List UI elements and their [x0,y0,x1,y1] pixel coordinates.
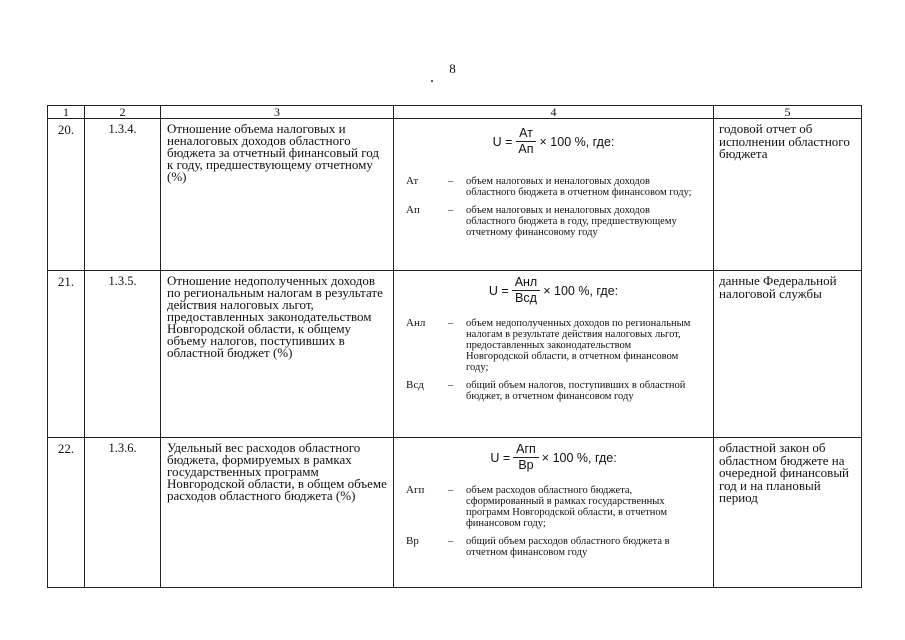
row-code: 1.3.6. [85,438,161,588]
indicator-name: Отношение недополученных доходов по региональным налогам в результате действия налоговых льгот, предоставленных законодательством Новгородской области, к общему объему налогов, поступивших в областной бюджет (%) [161,271,394,438]
data-source: годовой отчет об исполнении областного бюджета [714,119,862,271]
header-col-1: 1 [48,106,85,119]
variable-definition [394,176,713,198]
page-number: 8 [449,61,456,76]
formula-fraction [515,127,536,156]
variable-symbol: Анл [406,317,426,329]
variable-dash: – [448,205,454,216]
variable-definition [394,380,713,402]
variable-symbol: Ат [406,175,419,187]
variable-dash: – [448,485,454,496]
header-col-3: 3 [161,106,394,119]
formula-numerator: Ат [516,127,536,142]
formula [394,127,713,156]
formula-fraction [513,443,539,472]
variable-definition [394,485,713,529]
header-col-5: 5 [714,106,862,119]
variable-definition [394,318,713,373]
row-number: 20. [48,119,85,271]
header-col-2: 2 [85,106,161,119]
variable-dash: – [448,176,454,187]
formula-denominator: Ап [518,142,534,156]
row-code: 1.3.4. [85,119,161,271]
formula-fraction [512,276,541,305]
formula-lhs: U = [488,283,509,298]
formula [394,443,713,472]
variable-symbol: Ап [406,204,420,216]
variable-description: общий объем налогов, поступивших в областной бюджет, в отчетном финансовом году [466,380,686,402]
formula-lhs: U = [492,134,513,149]
variable-dash: – [448,536,454,547]
calculation-method [394,438,714,588]
variable-description: общий объем расходов областного бюджета в отчетном финансовом году [466,536,670,558]
variable-description: объем недополученных доходов по региональным налогам в результате действия налоговых льгот, предоставленных законодательством Новгородской области, в отчетном финансовом году; [466,318,691,373]
formula-tail: × 100 %, где: [539,134,615,149]
variable-description: объем налоговых и неналоговых доходов областного бюджета в году, предшествующему отчетному финансовому году [466,205,677,238]
table-row [48,119,862,271]
calculation-method [394,119,714,271]
data-source: данные Федеральной налоговой службы [714,271,862,438]
table-row [48,271,862,438]
variable-dash: – [448,380,454,391]
data-source: областной закон об областном бюджете на очередной финансовый год и на плановый период [714,438,862,588]
variable-symbol: Агп [406,484,425,496]
formula-lhs: U = [490,450,511,465]
row-number: 22. [48,438,85,588]
formula [394,276,713,305]
table-header-row [48,106,862,119]
variable-symbol: Вр [406,535,419,547]
formula-numerator: Анл [512,276,541,291]
header-col-4: 4 [394,106,714,119]
formula-numerator: Агп [513,443,539,458]
formula-tail: × 100 %, где: [541,450,617,465]
variable-definition [394,536,713,558]
variable-description: объем налоговых и неналоговых доходов областного бюджета в отчетном финансовом году; [466,176,692,198]
variable-symbol: Всд [406,379,424,391]
variable-definition [394,205,713,238]
formula-tail: × 100 %, где: [543,283,619,298]
variable-dash: – [448,318,454,329]
formula-denominator: Вр [518,458,534,472]
row-code: 1.3.5. [85,271,161,438]
indicator-name: Отношение объема налоговых и неналоговых доходов областного бюджета за отчетный финансовый год к году, предшествующему отчетному (%) [161,119,394,271]
indicator-name: Удельный вес расходов областного бюджета, формируемых в рамках государственных программ Новгородской области, в общем объеме расходов областного бюджета (%) [161,438,394,588]
row-number: 21. [48,271,85,438]
calculation-method [394,271,714,438]
table-row [48,438,862,588]
formula-denominator: Всд [515,291,537,305]
indicator-table [47,105,862,588]
stray-dot [431,80,433,82]
variable-description: объем расходов областного бюджета, сформированный в рамках государственных программ Новгородской области, в отчетном финансовом году; [466,485,668,529]
